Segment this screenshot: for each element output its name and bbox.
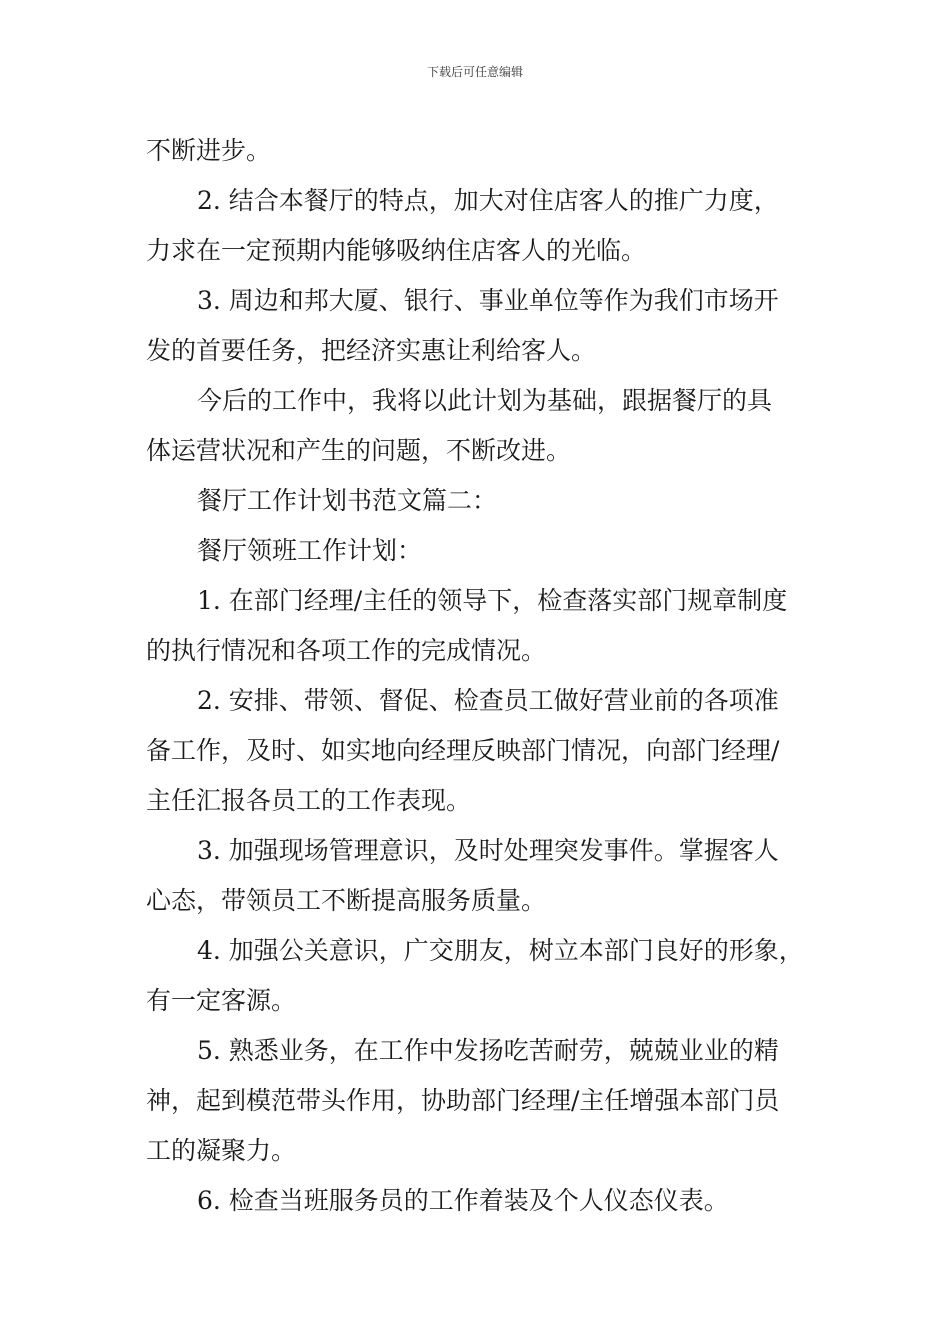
body-text (146, 126, 811, 1226)
text-line: 的执行情况和各项工作的完成情况。 (146, 636, 547, 665)
text-line: 4. 加强公关意识，广交朋友，树立本部门良好的形象， (197, 936, 804, 965)
text-line: 发的首要任务，把经济实惠让利给客人。 (146, 336, 597, 365)
text-line: 工的凝聚力。 (146, 1136, 297, 1165)
text-line: 不断进步。 (146, 136, 272, 165)
text-line: 2. 安排、带领、督促、检查员工做好营业前的各项准 (197, 686, 779, 715)
text-line: 2. 结合本餐厅的特点，加大对住店客人的推广力度， (197, 186, 779, 215)
text-line: 今后的工作中，我将以此计划为基础，跟据餐厅的具 (197, 386, 773, 415)
text-line: 3. 加强现场管理意识，及时处理突发事件。掌握客人 (197, 836, 779, 865)
text-line: 3. 周边和邦大厦、银行、事业单位等作为我们市场开 (197, 286, 779, 315)
text-line: 1. 在部门经理/主任的领导下，检查落实部门规章制度 (197, 586, 788, 615)
text-line: 备工作，及时、如实地向经理反映部门情况，向部门经理/ (146, 736, 780, 765)
section-heading: 餐厅工作计划书范文篇二： (197, 486, 498, 515)
text-line: 神，起到模范带头作用，协助部门经理/主任增强本部门员 (146, 1086, 780, 1115)
section-subheading: 餐厅领班工作计划： (197, 536, 423, 565)
text-line: 主任汇报各员工的工作表现。 (146, 786, 472, 815)
text-line: 心态，带领员工不断提高服务质量。 (146, 886, 547, 915)
text-line: 有一定客源。 (146, 986, 297, 1015)
text-line: 力求在一定预期内能够吸纳住店客人的光临。 (146, 236, 647, 265)
header-note: 下载后可任意编辑 (426, 65, 523, 79)
text-line: 体运营状况和产生的问题，不断改进。 (146, 436, 572, 465)
text-line: 5. 熟悉业务，在工作中发扬吃苦耐劳，兢兢业业的精 (197, 1036, 779, 1065)
text-line: 6. 检查当班服务员的工作着装及个人仪态仪表。 (197, 1186, 729, 1215)
